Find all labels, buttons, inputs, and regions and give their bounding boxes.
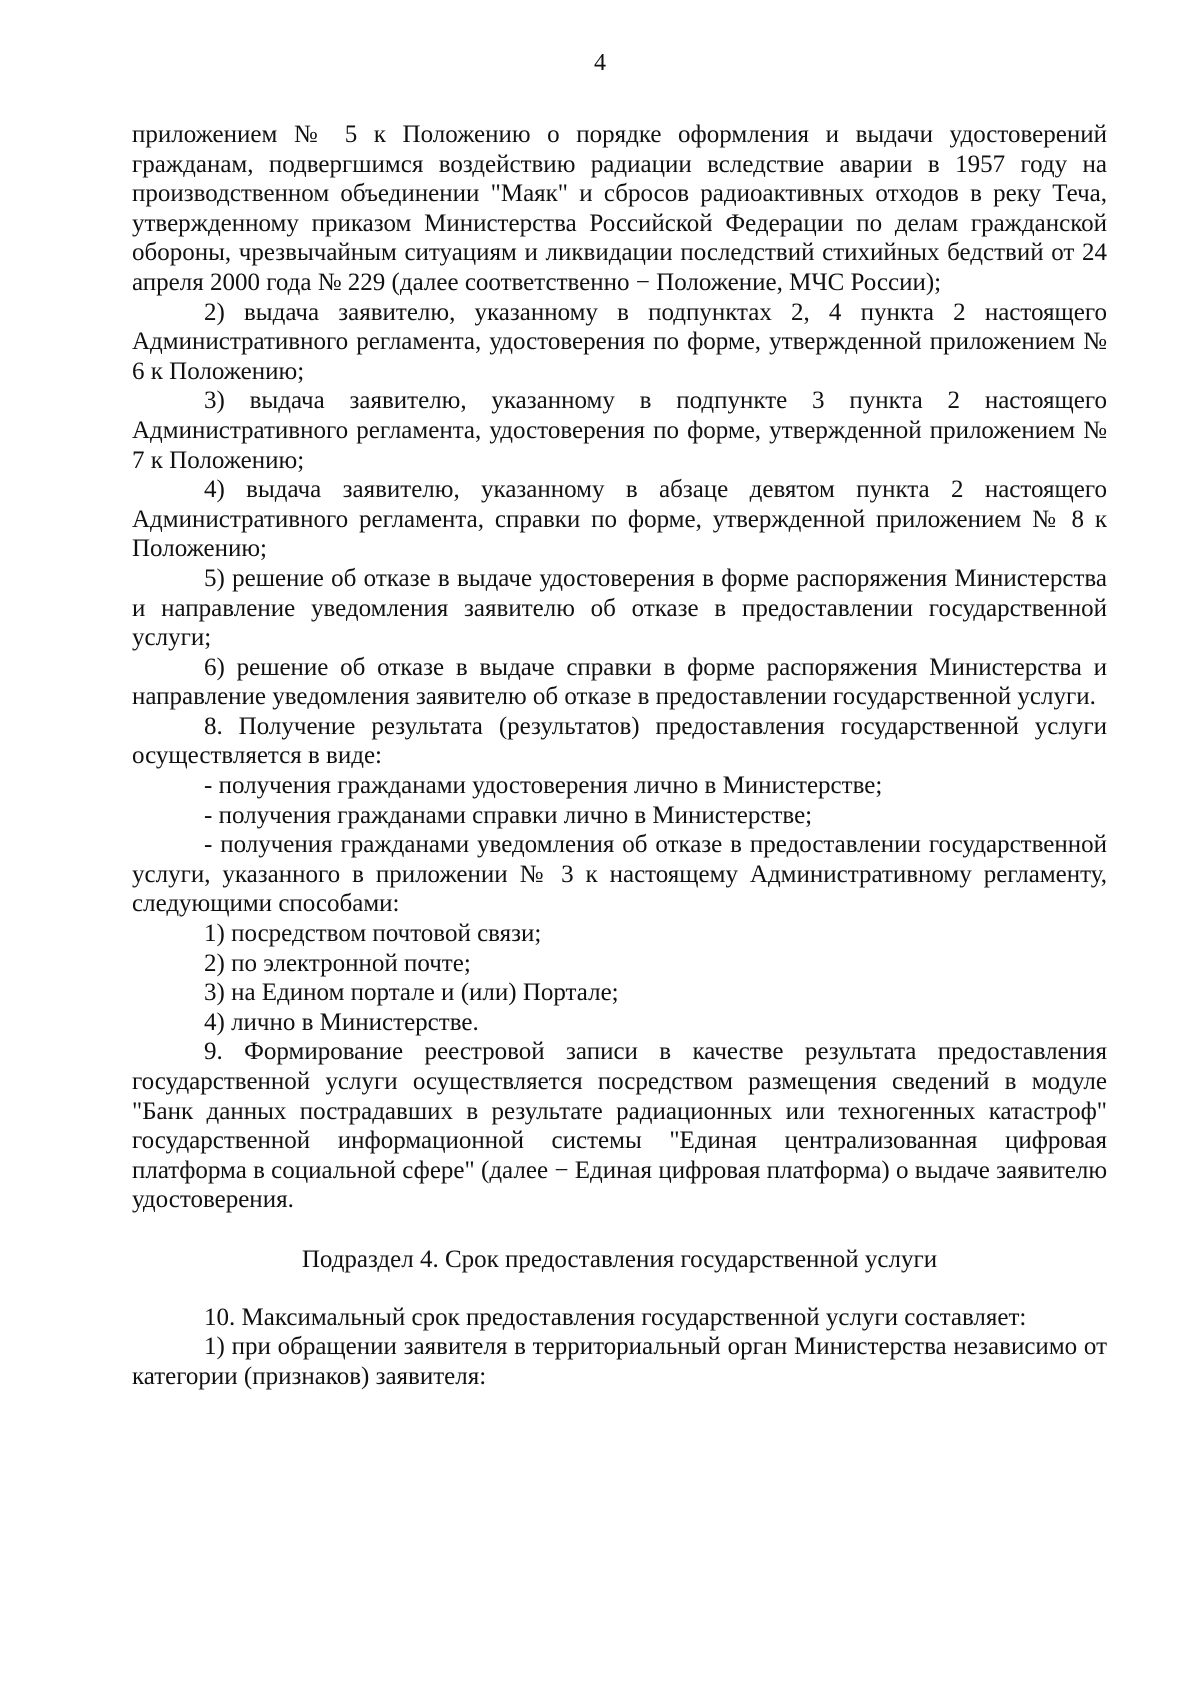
- paragraph: 2) по электронной почте;: [204, 949, 471, 977]
- page-number: 4: [594, 50, 606, 76]
- paragraph: - получения гражданами удостоверения лично в Министерстве;: [204, 772, 883, 800]
- section-title: Подраздел 4. Срок предоставления государственной услуги: [301, 1245, 938, 1273]
- paragraph: 9. Формирование реестровой записи в качестве результата предоставления государственной услуги осуществляется посредством размещения сведений в модуле "Банк данных пострадавших в результате радиационных или техногенных катастроф" государственной информационной системы "Единая централизованная цифровая платформа в социальной сфере" (далее − Единая цифровая платформа) о выдаче заявителю удостоверения.: [132, 1038, 1107, 1214]
- paragraph: 4) лично в Министерстве.: [204, 1008, 479, 1036]
- paragraph: 4) выдача заявителю, указанному в абзаце девятом пункта 2 настоящего Административного регламента, справки по форме, утвержденной приложением № 8 к Положению;: [132, 476, 1107, 563]
- paragraph: - получения гражданами справки лично в Министерстве;: [204, 801, 813, 829]
- paragraph: 3) на Едином портале и (или) Портале;: [204, 979, 619, 1007]
- document-body: [132, 120, 1107, 1391]
- paragraph: 8. Получение результата (результатов) предоставления государственной услуги осуществляется в виде:: [132, 712, 1107, 770]
- paragraph: 1) при обращении заявителя в территориальный орган Министерства независимо от категории (признаков) заявителя:: [132, 1333, 1107, 1390]
- paragraph: 1) посредством почтовой связи;: [204, 920, 542, 948]
- paragraph: 2) выдача заявителю, указанному в подпунктах 2, 4 пункта 2 настоящего Административного регламента, удостоверения по форме, утвержденной приложением № 6 к Положению;: [132, 298, 1107, 385]
- paragraph: 6) решение об отказе в выдаче справки в форме распоряжения Министерства и направление уведомления заявителю об отказе в предоставлении государственной услуги.: [132, 653, 1107, 711]
- paragraphs-after-section: [132, 1303, 1107, 1392]
- paragraph: 10. Максимальный срок предоставления государственной услуги составляет:: [204, 1303, 1027, 1331]
- paragraph: 3) выдача заявителю, указанному в подпункте 3 пункта 2 настоящего Административного регламента, удостоверения по форме, утвержденной приложением № 7 к Положению;: [132, 387, 1107, 474]
- paragraphs-before-section: [132, 120, 1107, 1215]
- paragraph: - получения гражданами уведомления об отказе в предоставлении государственной услуги, указанного в приложении № 3 к настоящему Административному регламенту, следующими способами:: [132, 831, 1107, 918]
- paragraph: приложением № 5 к Положению о порядке оформления и выдачи удостоверений гражданам, подвергшимся воздействию радиации вследствие аварии в 1957 году на производственном объединении "Маяк" и сбросов радиоактивных отходов в реку Теча, утвержденному приказом Министерства Российской Федерации по делам гражданской обороны, чрезвычайным ситуациям и ликвидации последствий стихийных бедствий от 24 апреля 2000 года № 229 (далее соответственно − Положение, МЧС России);: [132, 121, 1107, 296]
- paragraph: 5) решение об отказе в выдаче удостоверения в форме распоряжения Министерства и направление уведомления заявителю об отказе в предоставлении государственной услуги;: [132, 564, 1107, 652]
